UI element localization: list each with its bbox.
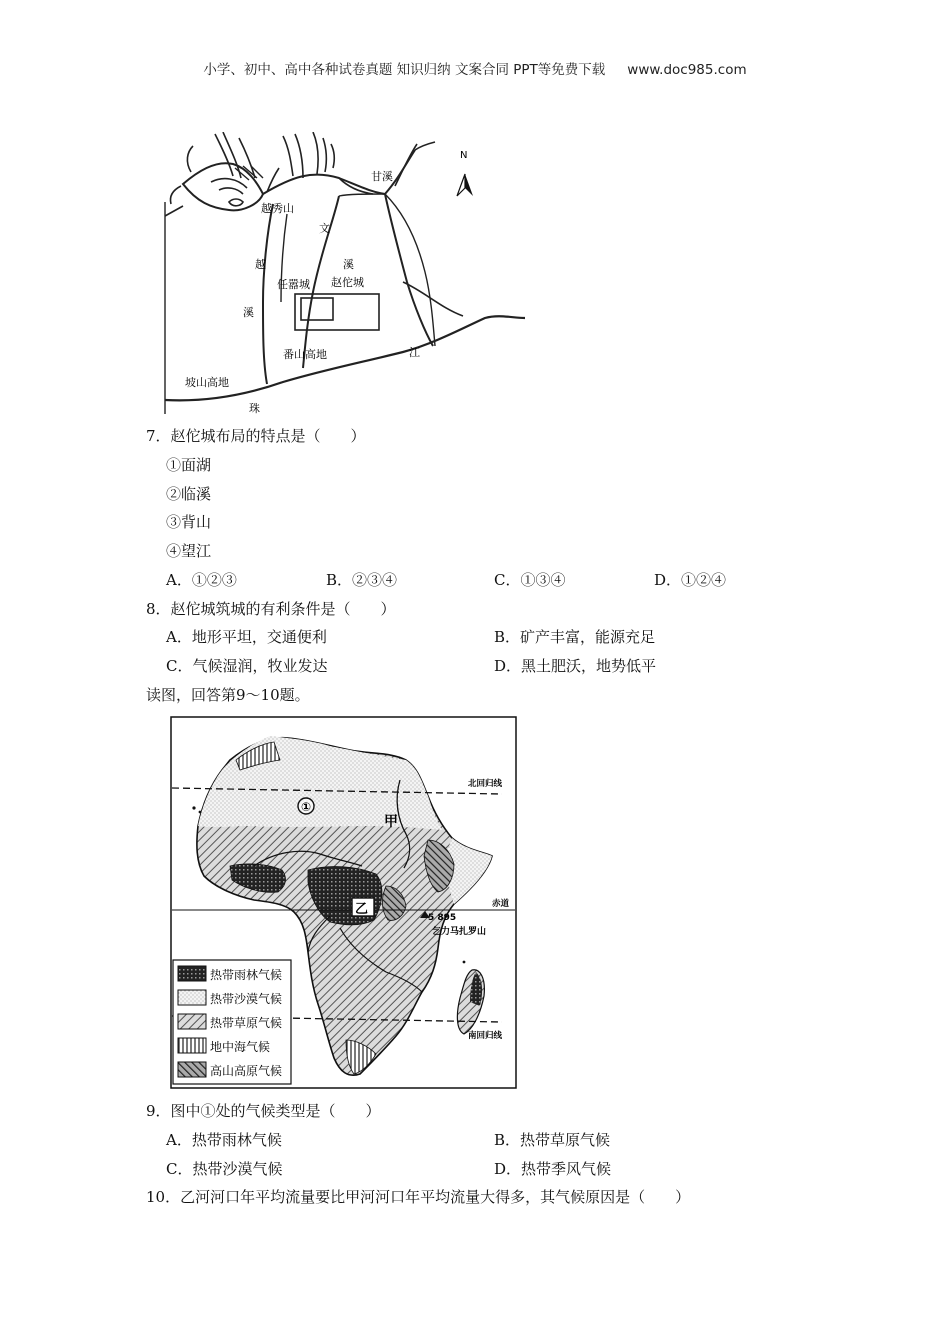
label-jiang: 江	[409, 346, 420, 359]
legend-swatch-savanna	[178, 1014, 206, 1029]
map-legend	[173, 960, 291, 1084]
q8-option-a: A．地形平坦，交通便利	[166, 628, 327, 646]
label-kilimanjaro: 乞力马扎罗山	[432, 927, 487, 937]
q7-item-2: ②临溪	[166, 485, 212, 503]
label-zhaotuo: 赵佗城	[331, 276, 364, 289]
question-7: 7．赵佗城布局的特点是（ ）	[146, 427, 366, 445]
label-yi: 乙	[355, 902, 369, 917]
page-header	[0, 58, 950, 78]
question-8: 8．赵佗城筑城的有利条件是（ ）	[146, 600, 396, 618]
label-xi-left: 溪	[243, 306, 254, 319]
q7-option-b: B．②③④	[326, 571, 398, 589]
label-equator: 赤道	[492, 899, 510, 909]
north-label: N	[460, 150, 468, 161]
africa-climate-map	[170, 716, 517, 1089]
q8-option-b: B．矿产丰富，能源充足	[494, 628, 656, 646]
legend-desert: 热带沙漠气候	[210, 992, 283, 1006]
label-zhu: 珠	[249, 402, 260, 414]
legend-highland: 高山高原气候	[210, 1064, 283, 1078]
city-map	[163, 132, 528, 414]
label-yuexiushan: 越秀山	[261, 202, 294, 215]
legend-swatch-rainforest	[178, 966, 206, 981]
label-wen: 文	[319, 222, 330, 235]
header-text: 小学、初中、高中各种试卷真题 知识归纳 文案合同 PPT等免费下载	[203, 62, 606, 78]
label-ganxi: 甘溪	[371, 170, 393, 183]
q8-option-d: D．黑土肥沃，地势低平	[494, 657, 657, 675]
question-10: 10．乙河河口年平均流量要比甲河河口年平均流量大得多，其气候原因是（ ）	[146, 1188, 691, 1206]
q7-item-1: ①面湖	[166, 456, 212, 474]
legend-swatch-highland	[178, 1062, 206, 1077]
legend-swatch-mediterranean	[178, 1038, 206, 1053]
label-elevation: 5 895	[428, 913, 457, 923]
label-poshan: 坡山高地	[185, 376, 229, 389]
q7-option-d: D．①②④	[654, 571, 727, 589]
label-tropic-south: 南回归线	[468, 1031, 503, 1041]
label-tropic-north: 北回归线	[468, 779, 503, 789]
q7-item-3: ③背山	[166, 513, 212, 531]
question-9: 9．图中①处的气候类型是（ ）	[146, 1102, 381, 1120]
q7-option-c: C．①③④	[494, 571, 566, 589]
q8-option-c: C．气候湿润，牧业发达	[166, 657, 328, 675]
q9-option-c: C．热带沙漠气候	[166, 1160, 283, 1178]
legend-mediterranean: 地中海气候	[210, 1040, 271, 1054]
q9-option-d: D．热带季风气候	[494, 1160, 612, 1178]
label-panshan: 番山高地	[283, 348, 327, 361]
q9-option-a: A．热带雨林气候	[166, 1131, 282, 1149]
q7-option-a: A．①②③	[166, 571, 237, 589]
north-arrow-icon	[457, 174, 473, 196]
label-jia: 甲	[384, 814, 398, 830]
legend-savanna: 热带草原气候	[210, 1016, 283, 1030]
q9-option-b: B．热带草原气候	[494, 1131, 611, 1149]
legend-rainforest: 热带雨林气候	[210, 968, 283, 982]
label-yue: 越	[255, 258, 266, 271]
label-renxiao: 任嚣城	[277, 278, 310, 291]
label-circle-1: ①	[301, 800, 312, 814]
legend-swatch-desert	[178, 990, 206, 1005]
header-site: www.doc985.com	[627, 62, 747, 78]
q7-item-4: ④望江	[166, 542, 212, 560]
instruction: 读图，回答第9～10题。	[146, 686, 310, 704]
label-xi-mid: 溪	[343, 258, 354, 271]
